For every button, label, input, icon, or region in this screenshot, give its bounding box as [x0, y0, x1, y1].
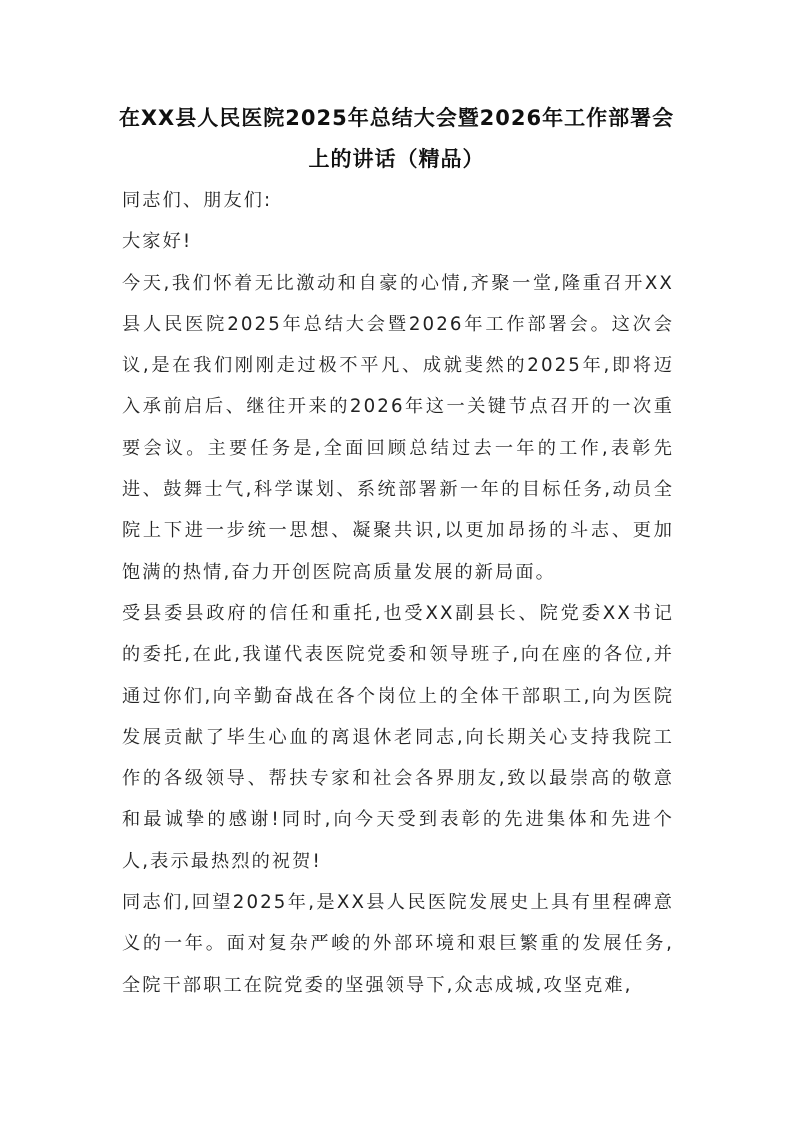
document-body: [122, 180, 674, 1006]
salutation-paragraph: 同志们、朋友们:: [122, 190, 273, 211]
thanks-paragraph: 受县委县政府的信任和重托,也受XX副县长、院党委XX书记的委托,在此,我谨代表医院党委和领导班子,向在座的各位,并通过你们,向辛勤奋战在各个岗位上的全体干部职工,向为医院发展贡献了毕生心血的离退休老同志,向长期关心支持我院工作的各级领导、帮扶专家和社会各界朋友,致以最崇高的敬意和最诚挚的感谢!同时,向今天受到表彰的先进集体和先进个人,表示最热烈的祝贺!: [122, 602, 674, 872]
greeting-paragraph: 大家好!: [122, 231, 193, 253]
review-paragraph: 同志们,回望2025年,是XX县人民医院发展史上具有里程碑意义的一年。面对复杂严峻的外部环境和艰巨繁重的发展任务,全院干部职工在院党委的坚强领导下,众志成城,攻坚克难,: [122, 892, 674, 996]
opening-paragraph: 今天,我们怀着无比激动和自豪的心情,齐聚一堂,隆重召开XX县人民医院2025年总结大会暨2026年工作部署会。这次会议,是在我们刚刚走过极不平凡、成就斐然的2025年,即将迈入承前启后、继往开来的2026年这一关键节点召开的一次重要会议。主要任务是,全面回顾总结过去一年的工作,表彰先进、鼓舞士气,科学谋划、系统部署新一年的目标任务,动员全院上下进一步统一思想、凝聚共识,以更加昂扬的斗志、更加饱满的热情,奋力开创医院高质量发展的新局面。: [122, 272, 674, 583]
document-title: 在XX县人民医院2025年总结大会暨2026年工作部署会上的讲话（精品）: [118, 106, 675, 171]
